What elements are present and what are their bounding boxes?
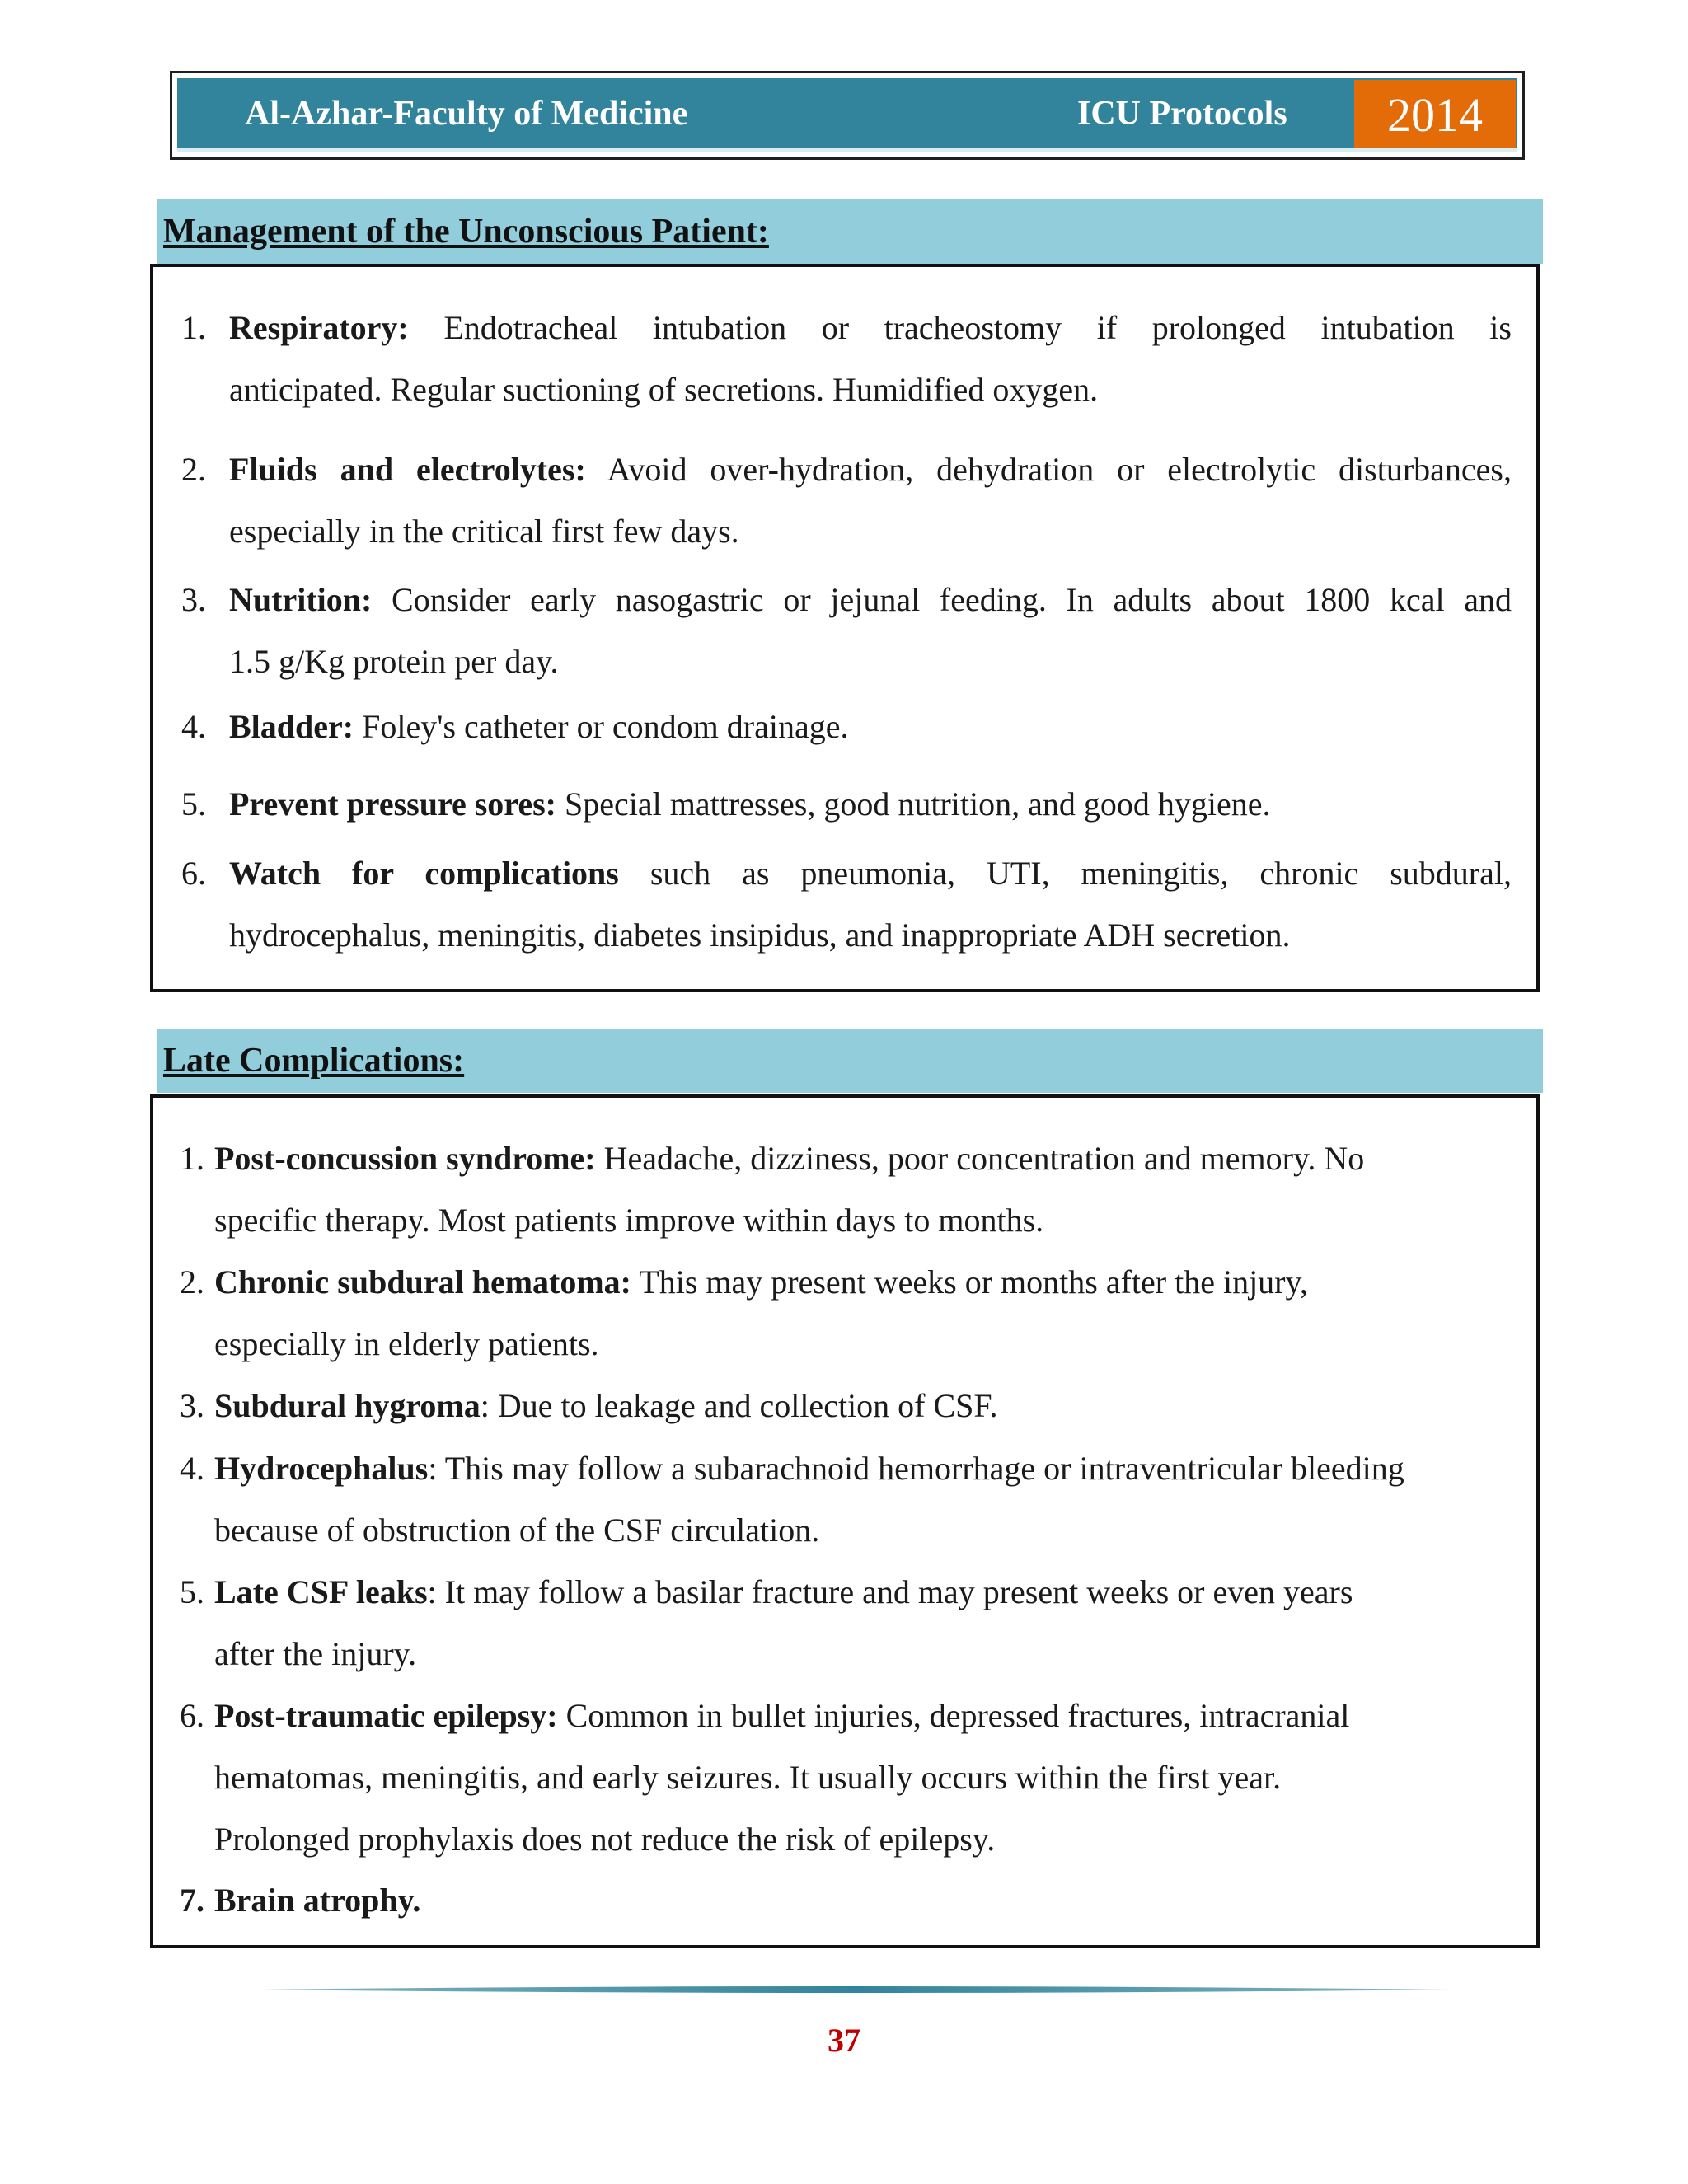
item-text: hematomas, meningitis, and early seizures. It usually occurs within the first year. — [214, 1759, 1282, 1796]
item-number: 6. — [180, 1697, 204, 1734]
item-heading: Respiratory: — [229, 309, 409, 346]
item-heading: Prevent pressure sores: — [229, 785, 556, 823]
item-heading: Bladder: — [229, 708, 354, 745]
item-heading: Brain atrophy. — [214, 1882, 421, 1919]
item-text: specific therapy. Most patients improve within days to months. — [214, 1202, 1044, 1239]
item-text: : This may follow a subarachnoid hemorrhage or intraventricular bleeding — [428, 1450, 1404, 1487]
section-heading-unconscious — [157, 199, 1543, 264]
item-text: This may present weeks or months after the injury, — [639, 1263, 1308, 1301]
item-number: 1. — [180, 1140, 204, 1177]
item-text: especially in elderly patients. — [214, 1325, 599, 1362]
section-title: Management of the Unconscious Patient: — [163, 213, 769, 251]
item-number: 3. — [180, 1387, 204, 1424]
item-number: 3. — [181, 581, 206, 618]
item-heading: Chronic subdural hematoma: — [214, 1263, 631, 1301]
item-number: 4. — [181, 708, 206, 745]
item-heading: Nutrition: — [229, 581, 373, 618]
item-text: such as pneumonia, UTI, meningitis, chronic subdural, — [649, 855, 1512, 892]
item-heading: Watch for complications — [229, 855, 619, 892]
header-faculty: Al-Azhar-Faculty of Medicine — [245, 95, 688, 133]
item-text: after the injury. — [214, 1635, 417, 1672]
item-text: Special mattresses, good nutrition, and good hygiene. — [564, 785, 1271, 823]
item-text: 1.5 g/Kg protein per day. — [229, 643, 559, 680]
item-text: because of obstruction of the CSF circulation. — [214, 1511, 820, 1549]
item-text: Endotracheal intubation or tracheostomy if prolonged intubation is — [443, 309, 1512, 346]
item-number: 2. — [180, 1263, 204, 1301]
item-heading: Post-traumatic epilepsy: — [214, 1697, 558, 1734]
item-heading: Late CSF leaks — [214, 1573, 428, 1610]
item-number: 5. — [181, 785, 206, 823]
section-heading-late-complications — [157, 1029, 1543, 1093]
item-text: Headache, dizziness, poor concentration and memory. No — [603, 1140, 1365, 1177]
item-text: Common in bullet injuries, depressed fractures, intracranial — [565, 1697, 1350, 1734]
section-title: Late Complications: — [163, 1042, 465, 1080]
item-heading: Subdural hygroma — [214, 1387, 481, 1424]
item-text: Foley's catheter or condom drainage. — [362, 708, 849, 745]
header-year: 2014 — [1354, 80, 1516, 151]
item-text: : It may follow a basilar fracture and may present weeks or even years — [427, 1573, 1353, 1610]
item-text: Consider early nasogastric or jejunal feeding. In adults about 1800 kcal and — [392, 581, 1512, 618]
item-text: hydrocephalus, meningitis, diabetes insipidus, and inappropriate ADH secretion. — [229, 916, 1291, 954]
item-text: : Due to leakage and collection of CSF. — [480, 1387, 998, 1424]
header-banner — [177, 78, 1517, 152]
item-text: especially in the critical first few days. — [229, 513, 739, 550]
item-number: 6. — [181, 855, 206, 892]
item-number: 4. — [180, 1450, 204, 1487]
footer-divider — [259, 1981, 1449, 1998]
item-number: 7. — [180, 1882, 204, 1919]
item-number: 1. — [181, 309, 206, 346]
page-number: 37 — [828, 2022, 860, 2059]
unconscious-management-box — [150, 264, 1540, 992]
item-number: 5. — [180, 1573, 204, 1610]
item-heading: Hydrocephalus — [214, 1450, 429, 1487]
header-protocols: ICU Protocols — [1077, 95, 1287, 133]
item-text: Avoid over-hydration, dehydration or electrolytic disturbances, — [607, 451, 1512, 488]
page-header — [170, 71, 1525, 160]
item-text: anticipated. Regular suctioning of secretions. Humidified oxygen. — [229, 371, 1099, 408]
late-complications-box — [150, 1094, 1540, 1948]
item-heading: Fluids and electrolytes: — [229, 451, 586, 488]
item-text: Prolonged prophylaxis does not reduce the risk of epilepsy. — [214, 1821, 996, 1858]
item-heading: Post-concussion syndrome: — [214, 1140, 596, 1177]
item-number: 2. — [181, 451, 206, 488]
